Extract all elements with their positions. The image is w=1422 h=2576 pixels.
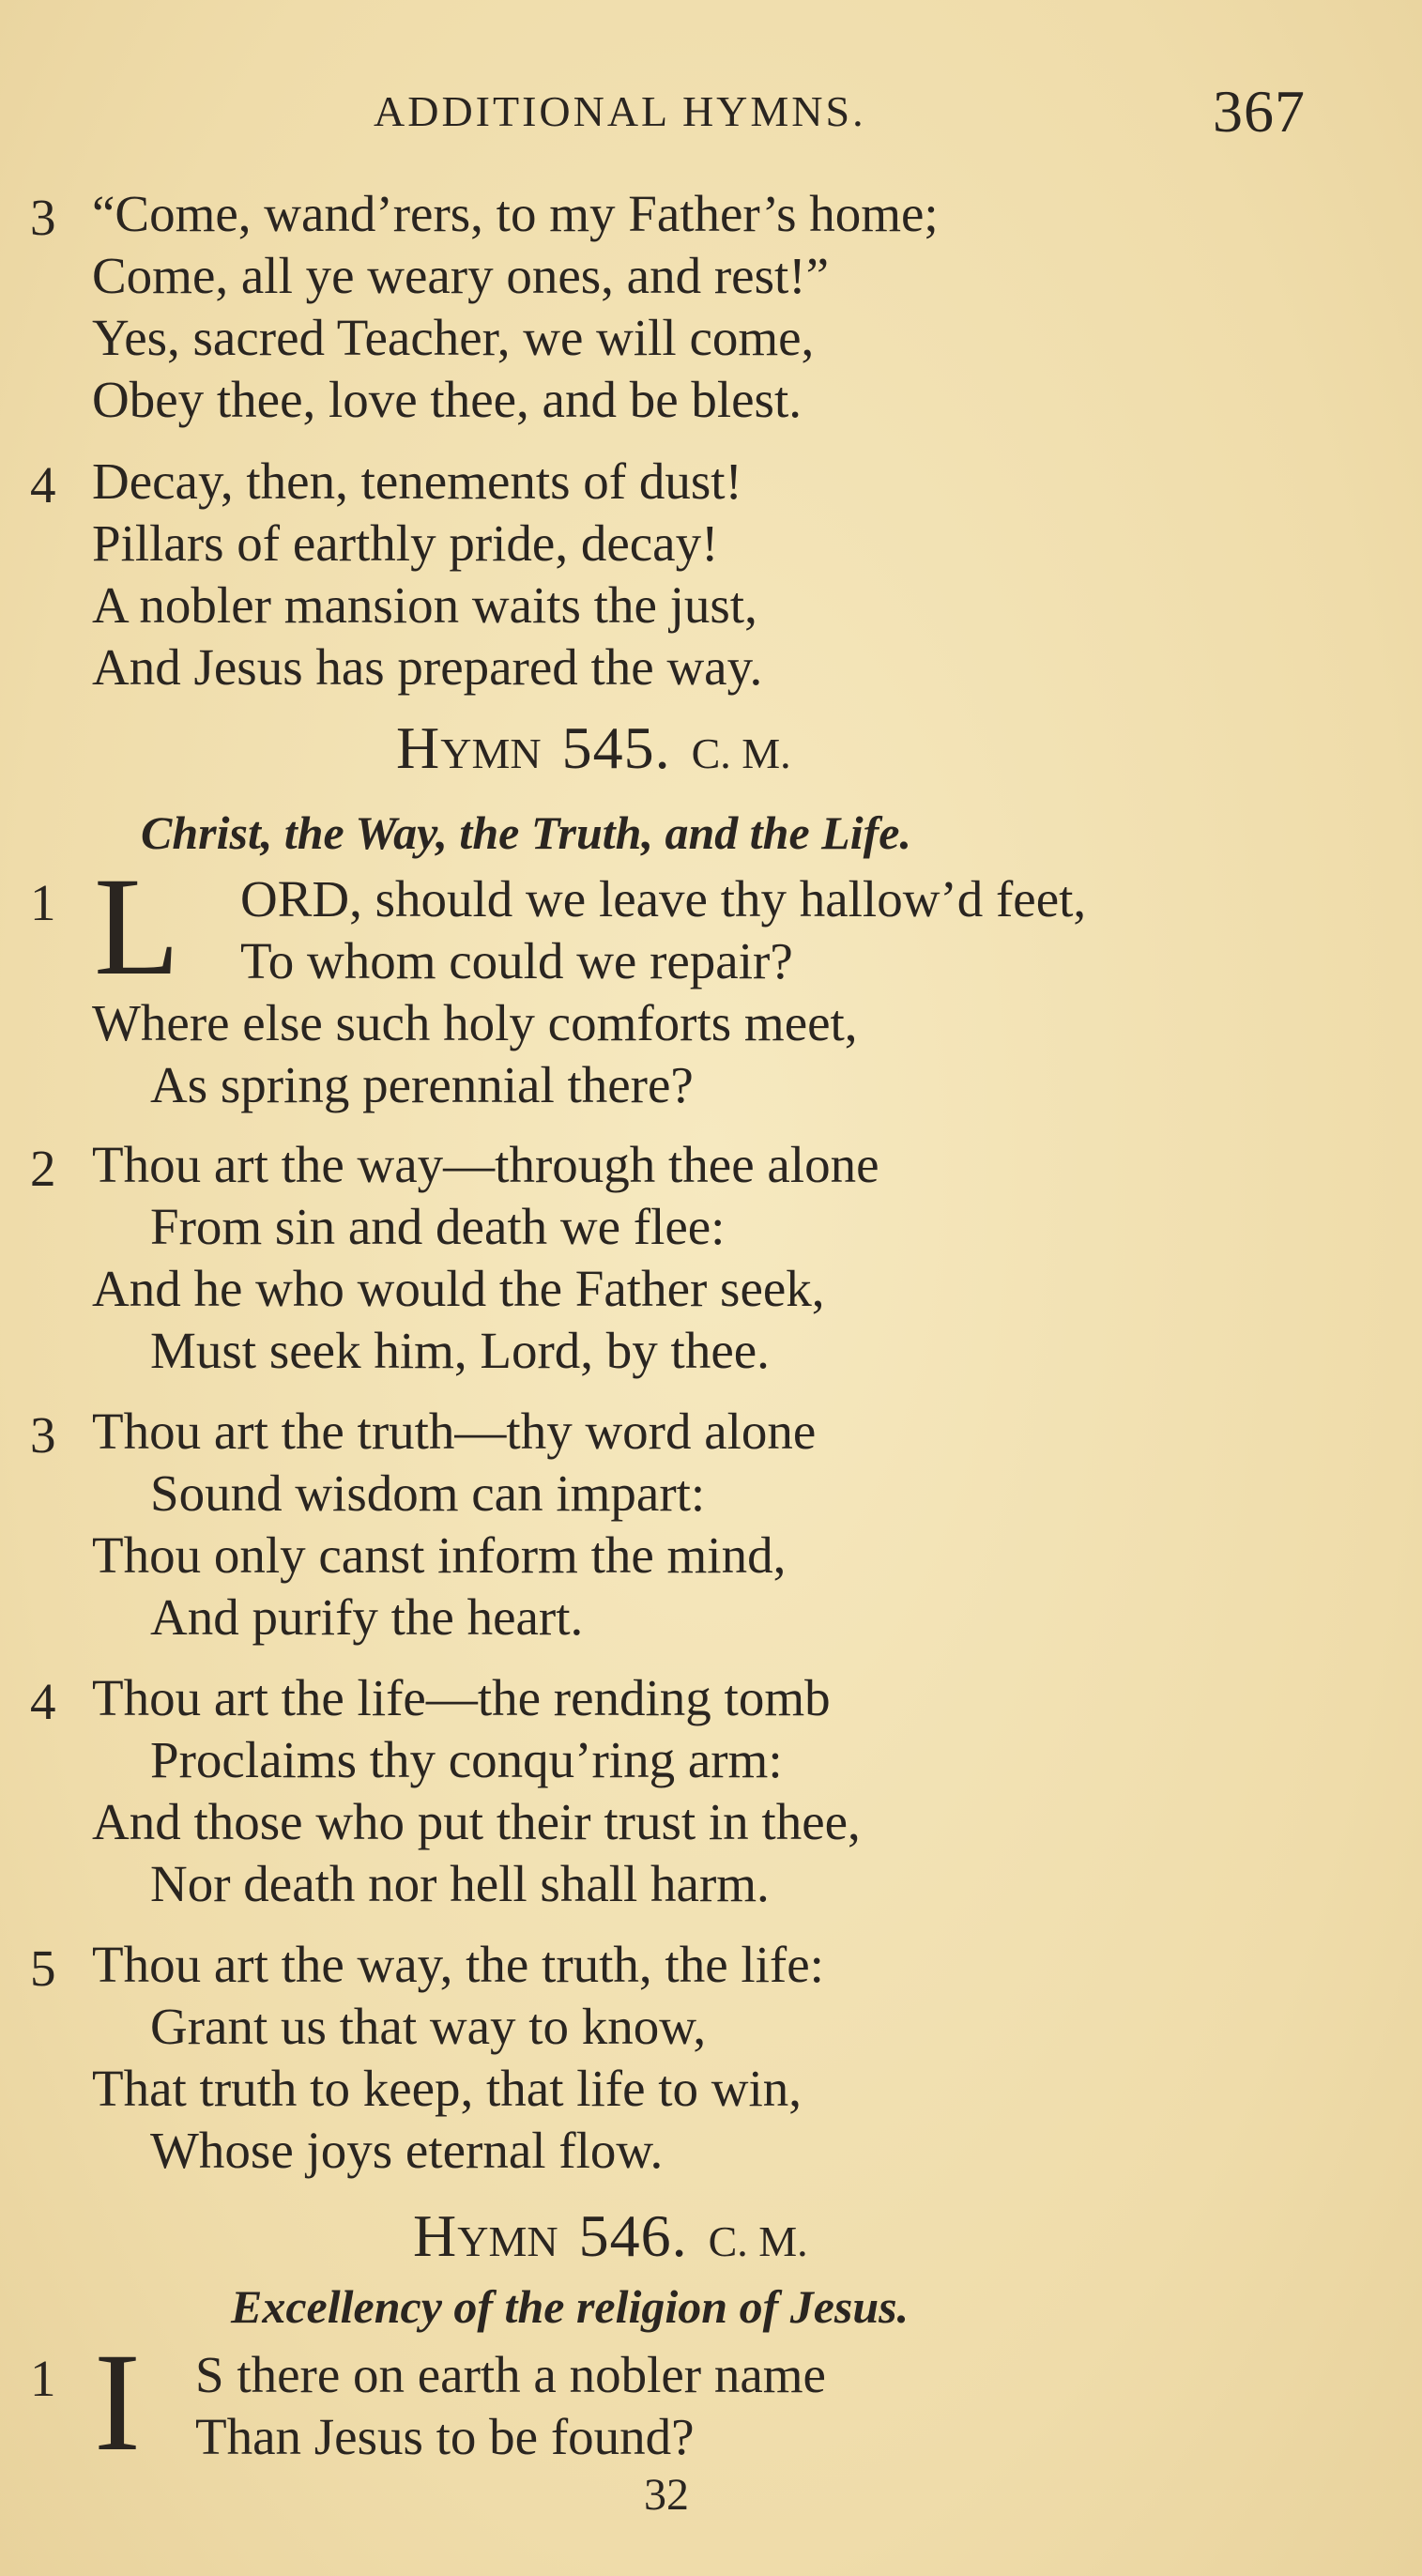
verse-number: 3 [30, 189, 56, 246]
verse-line: Nor death nor hell shall harm. [150, 1855, 770, 1912]
verse-line: ORD, should we leave thy hallow’d feet, [240, 870, 1087, 928]
page-number: 367 [1213, 78, 1306, 145]
hymn-label-initial: H [396, 714, 441, 781]
verse-line: “Come, wand’rers, to my Father’s home; [92, 185, 939, 242]
verse-line: And those who put their trust in thee, [92, 1793, 861, 1850]
verse-line: Sound wisdom can impart: [150, 1464, 706, 1522]
verse-number: 3 [30, 1406, 56, 1464]
verse-line: Yes, sacred Teacher, we will come, [92, 309, 815, 366]
hymn-number: 546. [578, 2202, 688, 2269]
verse-line: Must seek him, Lord, by thee. [150, 1322, 770, 1379]
running-head: ADDITIONAL HYMNS. [374, 87, 866, 135]
verse-line: Pillars of earthly pride, decay! [92, 514, 719, 572]
verse-number: 2 [30, 1140, 56, 1197]
hymn-meter: C. M. [708, 2217, 808, 2265]
hymn-heading [396, 713, 791, 783]
hymn-subtitle: Christ, the Way, the Truth, and the Life. [141, 806, 911, 859]
verse-line: Thou only canst inform the mind, [92, 1526, 787, 1584]
hymn-label: YMN [440, 729, 542, 777]
verse-line: S there on earth a nobler name [195, 2346, 826, 2403]
verse-line: As spring perennial there? [150, 1056, 694, 1113]
verse-line: Proclaims thy conqu’ring arm: [150, 1731, 783, 1788]
verse-line: Thou art the truth—thy word alone [92, 1403, 817, 1460]
verse-line: And Jesus has prepared the way. [92, 638, 763, 696]
verse-line: Whose joys eternal flow. [150, 2122, 664, 2179]
verse-number: 4 [30, 456, 56, 514]
verse-line: Thou art the life—the rending tomb [92, 1669, 831, 1726]
hymn-subtitle: Excellency of the religion of Jesus. [231, 2280, 910, 2333]
verse-line: And purify the heart. [150, 1588, 584, 1646]
verse-line: Thou art the way—through thee alone [92, 1136, 879, 1193]
hymn-label-initial: H [413, 2202, 458, 2269]
verse-line: From sin and death we flee: [150, 1198, 726, 1255]
drop-cap: L [94, 849, 180, 1004]
verse-line: And he who would the Father seek, [92, 1260, 825, 1317]
hymn-meter: C. M. [691, 729, 791, 777]
verse-line: Than Jesus to be found? [195, 2408, 695, 2465]
hymn-heading [413, 2201, 808, 2271]
verse-number: 1 [30, 2350, 56, 2407]
verse-number: 4 [30, 1673, 56, 1730]
drop-cap: I [94, 2324, 141, 2480]
verse-line: A nobler mansion waits the just, [92, 576, 757, 634]
verse-line: That truth to keep, that life to win, [92, 2060, 803, 2117]
signature-mark: 32 [644, 2470, 689, 2520]
verse-line: To whom could we repair? [240, 932, 793, 989]
verse-number: 5 [30, 1940, 56, 1997]
verse-line: Thou art the way, the truth, the life: [92, 1936, 824, 1993]
hymn-label: YMN [457, 2217, 558, 2265]
verse-line: Where else such holy comforts meet, [92, 994, 858, 1051]
verse-line: Obey thee, love thee, and be blest. [92, 371, 802, 428]
hymn-number: 545. [561, 714, 671, 781]
verse-line: Grant us that way to know, [150, 1998, 707, 2055]
verse-line: Decay, then, tenements of dust! [92, 452, 742, 510]
verse-line: Come, all ye weary ones, and rest!” [92, 247, 829, 304]
verse-number: 1 [30, 874, 56, 931]
